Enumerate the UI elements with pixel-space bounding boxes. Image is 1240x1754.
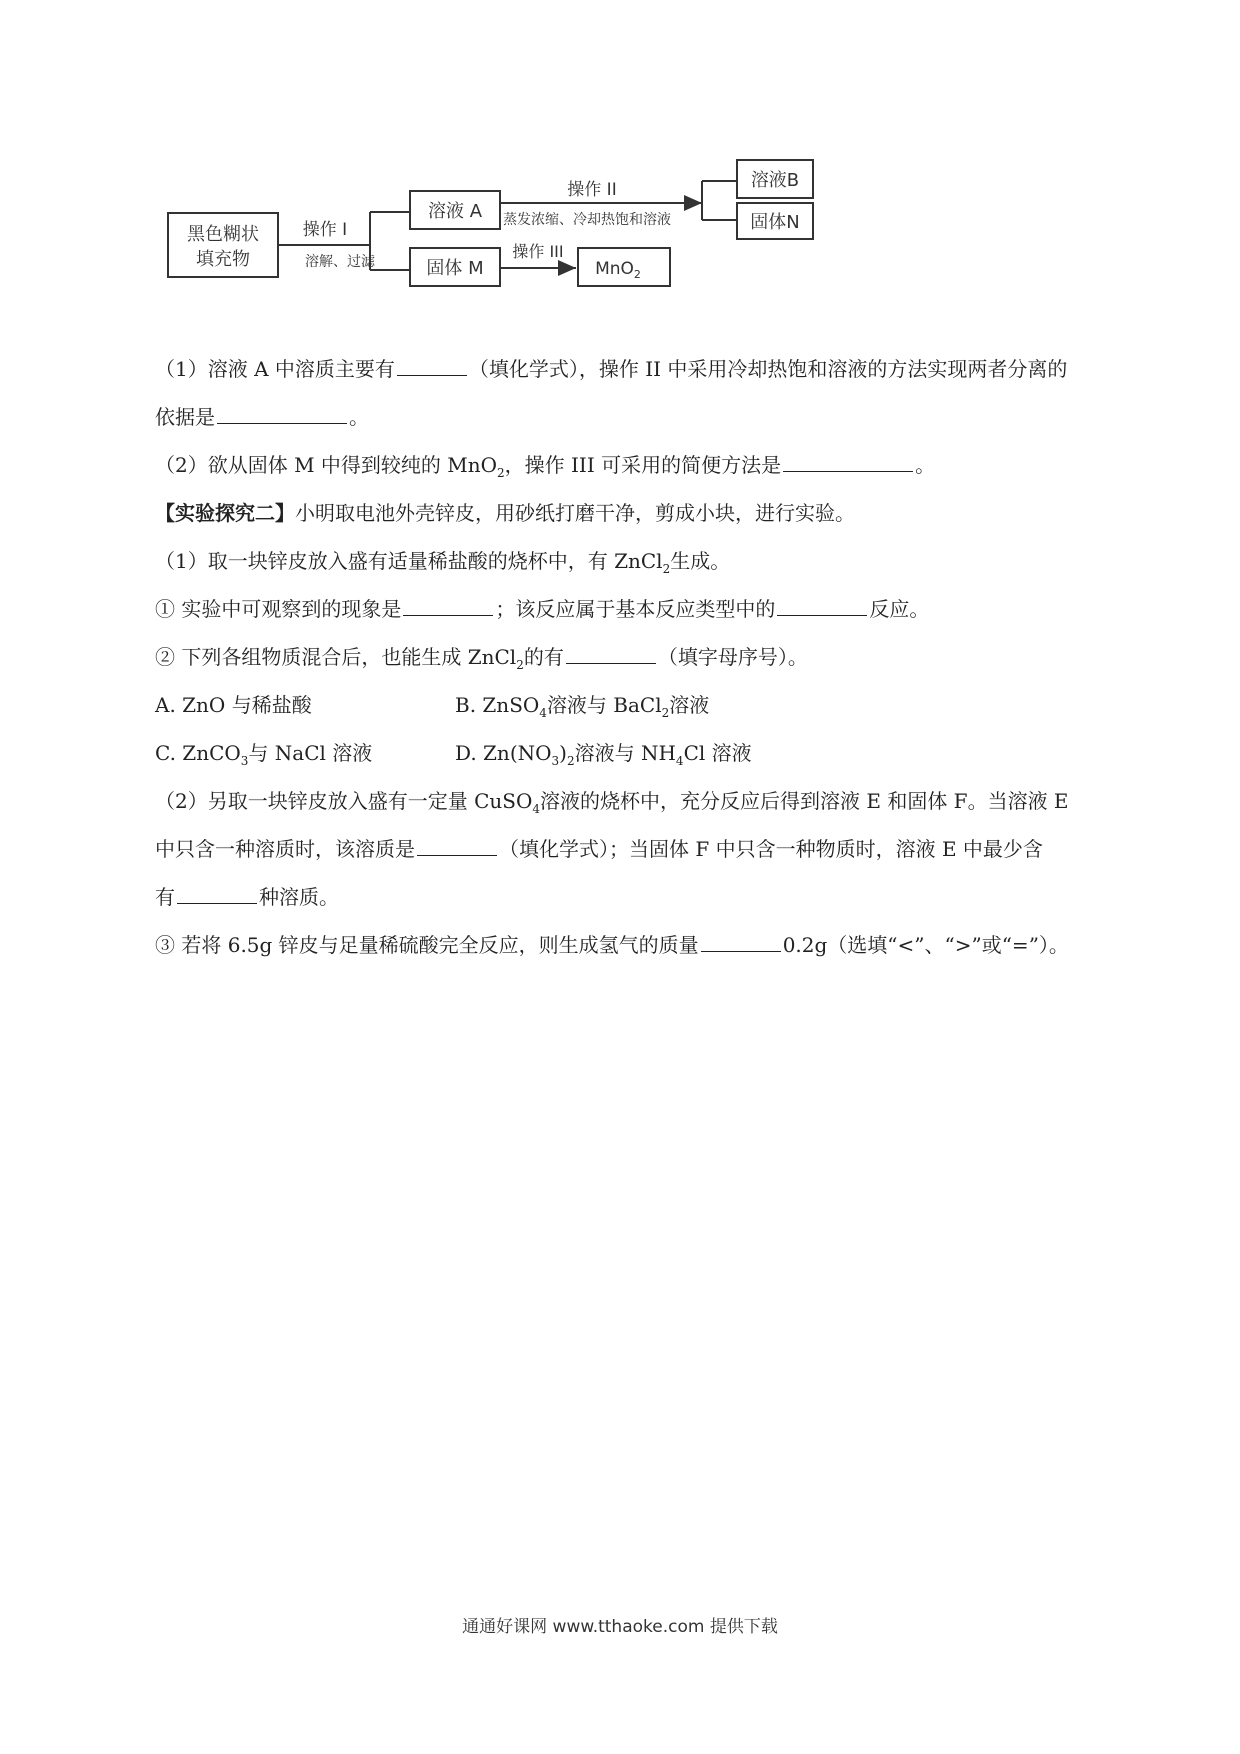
p2-text-a: （2）另取一块锌皮放入盛有一定量 CuSO bbox=[155, 789, 533, 813]
p2-line-1 bbox=[155, 777, 1135, 825]
q1-line-2 bbox=[155, 393, 1135, 441]
question-content bbox=[155, 345, 1135, 969]
p2-answer-blank-2[interactable] bbox=[177, 881, 257, 904]
q2-line bbox=[155, 441, 1135, 489]
option-d: D. $Zn(NO_3)_2$溶液与 $NH_4Cl$ 溶液 bbox=[455, 741, 752, 768]
p1-subscript: 2 bbox=[662, 562, 671, 576]
p1-line bbox=[155, 537, 1135, 585]
op1-label: 操作 I bbox=[302, 220, 348, 240]
solution-a-label: 溶液 A bbox=[427, 201, 483, 222]
page-footer: 通通好课网 www.tthaoke.com 提供下载 bbox=[462, 1617, 778, 1637]
p2-subscript: 4 bbox=[532, 802, 541, 816]
c1-text-b: ；该反应属于基本反应类型中的 bbox=[495, 597, 776, 621]
q1-text-a: （1）溶液 A 中溶质主要有 bbox=[155, 357, 395, 381]
p2-text-f: 种溶质。 bbox=[259, 885, 339, 909]
solid-m-label: 固体 M bbox=[426, 258, 484, 279]
q2-text-a: （2）欲从固体 M 中得到较纯的 MnO bbox=[155, 453, 498, 477]
p2-text-b: 溶液的烧杯中，充分反应后得到溶液 E 和固体 F。当溶液 E bbox=[540, 789, 1069, 813]
q1-text-c: 依据是 bbox=[155, 405, 215, 429]
c3-line bbox=[155, 921, 1135, 969]
q1-line-1 bbox=[155, 345, 1135, 393]
op1-sublabel: 溶解、过滤 bbox=[305, 254, 375, 270]
option-b: B. ZnSO$_4$溶液与 BaCl$_2$溶液 bbox=[455, 693, 710, 720]
c3-text-a: ③ 若将 6.5g 锌皮与足量稀硫酸完全反应，则生成氢气的质量 bbox=[155, 933, 699, 957]
c1-text-c: 反应。 bbox=[869, 597, 930, 621]
options-row-1 bbox=[155, 681, 1135, 729]
p2-answer-blank-1[interactable] bbox=[417, 833, 497, 856]
c1-answer-blank-1[interactable] bbox=[403, 593, 493, 616]
c3-text-b: 0.2g（选填“<”、“>”或“=”）。 bbox=[782, 933, 1069, 957]
q2-text-b: ，操作 III 可采用的简便方法是 bbox=[504, 453, 782, 477]
q1-text-d: 。 bbox=[349, 405, 369, 429]
solution-b-label: 溶液B bbox=[750, 170, 800, 191]
c3-answer-blank[interactable] bbox=[701, 929, 781, 952]
start-label-2: 填充物 bbox=[196, 249, 250, 270]
c2-subscript: 2 bbox=[516, 658, 524, 672]
q1-answer-blank-1[interactable] bbox=[397, 353, 467, 376]
c1-line bbox=[155, 585, 1135, 633]
section2-text: 小明取电池外壳锌皮，用砂纸打磨干净，剪成小块，进行实验。 bbox=[295, 501, 855, 525]
p2-line-3 bbox=[155, 873, 1135, 921]
flow-diagram bbox=[160, 158, 930, 318]
p1-text-b: 生成。 bbox=[670, 549, 731, 573]
c1-answer-blank-2[interactable] bbox=[777, 593, 867, 616]
start-label-1: 黑色糊状 bbox=[187, 224, 259, 245]
q2-answer-blank[interactable] bbox=[783, 449, 913, 472]
q2-subscript: 2 bbox=[497, 466, 505, 480]
p1-text-a: （1）取一块锌皮放入盛有适量稀盐酸的烧杯中，有 ZnCl bbox=[155, 549, 663, 573]
p2-text-d: （填化学式）；当固体 F 中只含一种物质时，溶液 E 中最少含 bbox=[499, 837, 1043, 861]
option-a: A. ZnO 与稀盐酸 bbox=[155, 693, 312, 717]
c2-text-b: 的有 bbox=[523, 645, 564, 669]
q1-answer-blank-2[interactable] bbox=[217, 401, 347, 424]
op2-label: 操作 II bbox=[567, 180, 617, 200]
c2-answer-blank[interactable] bbox=[566, 641, 656, 664]
op3-label: 操作 III bbox=[512, 242, 564, 261]
c2-text-a: ② 下列各组物质混合后，也能生成 ZnCl bbox=[155, 645, 517, 669]
section2-line bbox=[155, 489, 1135, 537]
p2-text-c: 中只含一种溶质时，该溶质是 bbox=[155, 837, 415, 861]
q2-text-c: 。 bbox=[915, 453, 936, 477]
c2-line bbox=[155, 633, 1135, 681]
solid-n-label: 固体N bbox=[750, 212, 800, 233]
section2-heading: 【实验探究二】 bbox=[155, 501, 295, 525]
mno2-label: MnO$_2$ bbox=[595, 259, 641, 281]
option-c: C. ZnCO$_3$与 NaCl 溶液 bbox=[155, 741, 373, 768]
q1-text-b: （填化学式），操作 II 中采用冷却热饱和溶液的方法实现两者分离的 bbox=[468, 357, 1068, 381]
options-row-2 bbox=[155, 729, 1135, 777]
op2-sublabel: 蒸发浓缩、冷却热饱和溶液 bbox=[503, 212, 671, 228]
p2-line-2 bbox=[155, 825, 1135, 873]
p2-text-e: 有 bbox=[155, 885, 175, 909]
c2-text-c: （填字母序号）。 bbox=[657, 645, 808, 669]
c1-text-a: ① 实验中可观察到的现象是 bbox=[155, 597, 402, 621]
